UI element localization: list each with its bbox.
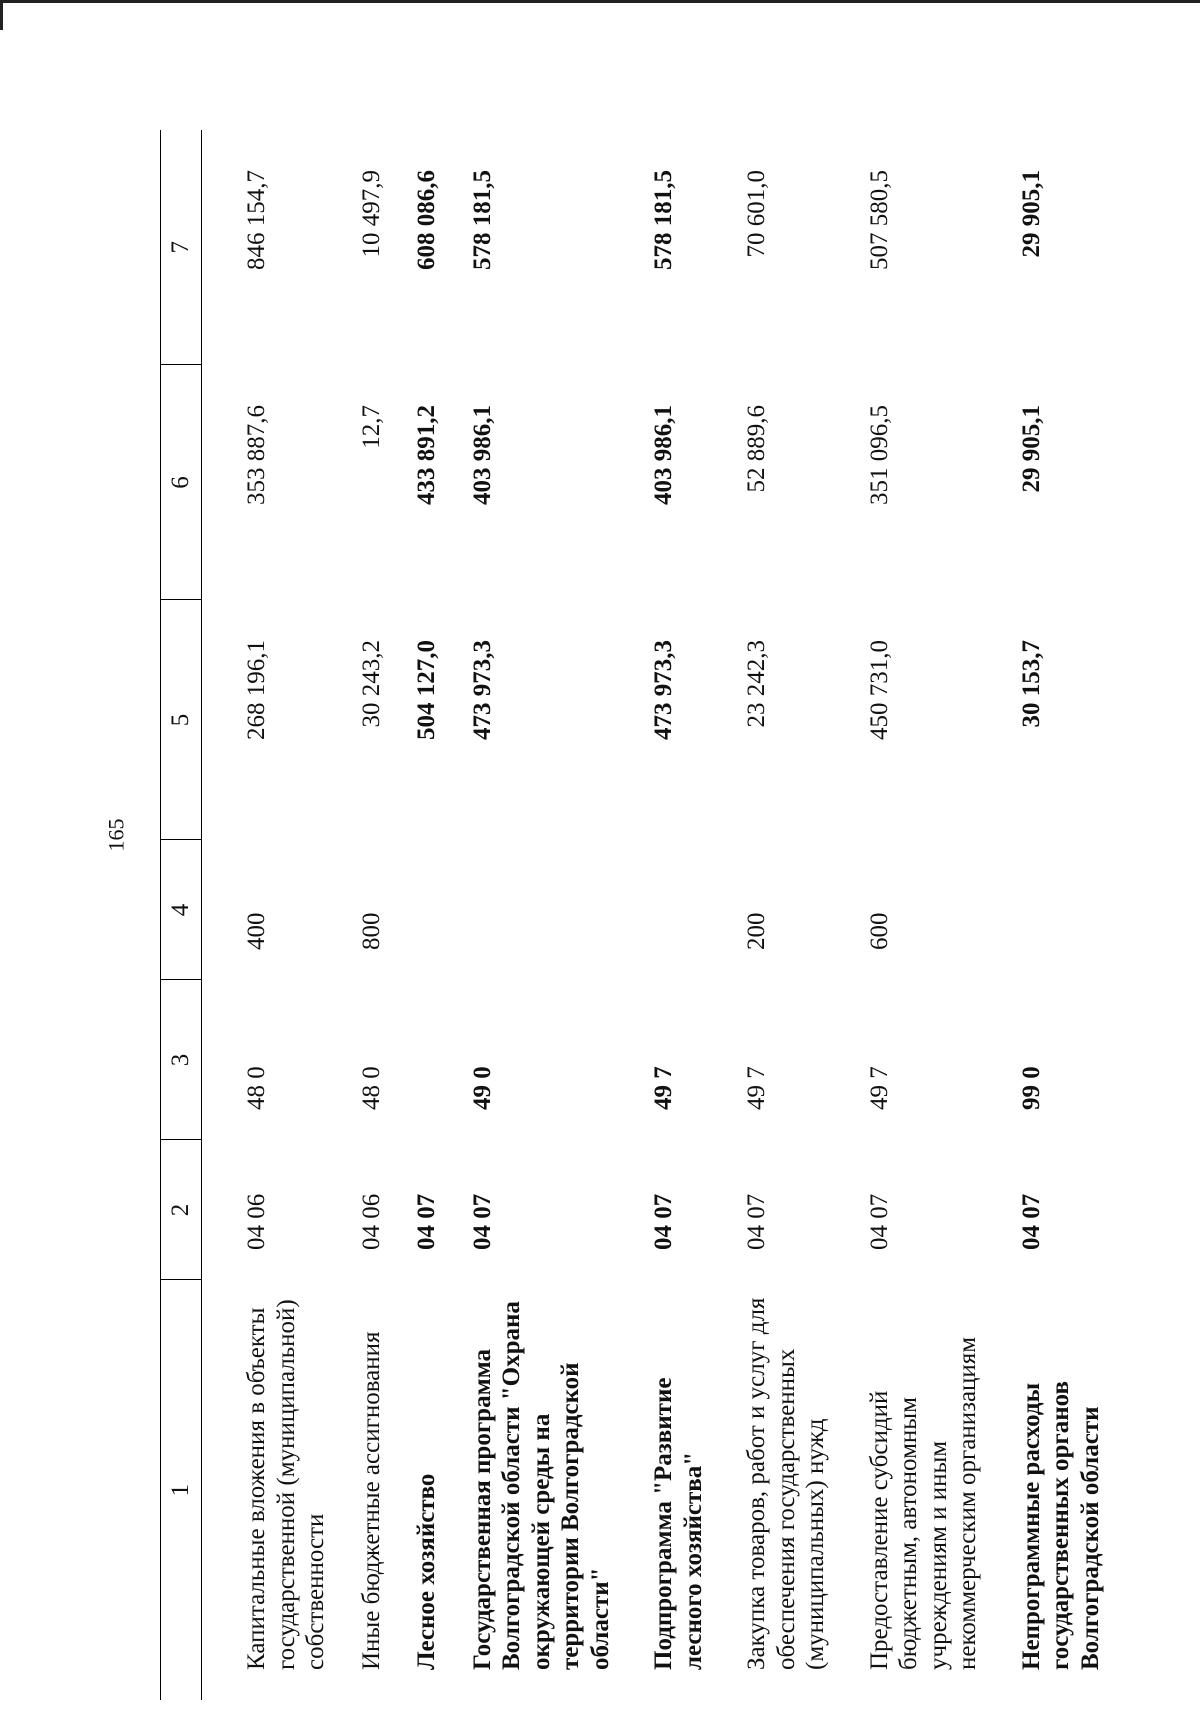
- row-value-6: 353 887,6: [243, 405, 270, 505]
- row-value-7: 608 086,6: [413, 170, 440, 270]
- row-value-7: 846 154,7: [243, 170, 270, 270]
- table-row: [202, 130, 331, 1700]
- row-value-6: 433 891,2: [413, 405, 440, 505]
- row-value-7: 10 497,9: [357, 170, 385, 258]
- row-target-code: 49 0: [468, 1066, 496, 1110]
- row-name: Государственная программа Волгоградской области "Охрана окружающей среды на территории Волгоградской области": [468, 1301, 614, 1670]
- row-section-code: 04 07: [743, 1193, 770, 1250]
- row-value-5: 30 153,7: [1017, 640, 1045, 728]
- column-header-5: 5: [161, 600, 202, 840]
- column-header-1: 1: [161, 1280, 202, 1700]
- table-row: [331, 130, 387, 1700]
- row-section-code: 04 06: [243, 1193, 270, 1250]
- column-header-7: 7: [161, 130, 202, 365]
- row-value-6: 29 905,1: [1017, 405, 1045, 493]
- scan-left-border: [0, 0, 3, 30]
- row-type-code: 600: [865, 912, 893, 950]
- row-section-code: 04 07: [1017, 1193, 1045, 1250]
- budget-table: [160, 130, 1105, 1700]
- row-target-code: 49 7: [650, 1066, 677, 1110]
- row-target-code: 48 0: [357, 1066, 385, 1110]
- row-section-code: 04 06: [357, 1193, 385, 1250]
- row-type-code: [983, 840, 1106, 980]
- table-body: [202, 130, 1106, 1700]
- table-header: [161, 130, 202, 1700]
- row-value-5: 268 196,1: [243, 640, 270, 740]
- row-name: Закупка товаров, работ и услуг для обеспечения государственных (муниципальных) нужд: [743, 1297, 829, 1670]
- table-row: [831, 130, 983, 1700]
- row-value-7: 70 601,0: [743, 170, 770, 258]
- row-name: Предоставление субсидий бюджетным, автономным учреждениям и иным некоммерческим организациям: [865, 1336, 981, 1670]
- row-value-6: 403 986,1: [650, 405, 677, 505]
- row-name: Капитальные вложения в объекты государственной (муниципальной) собственности: [243, 1299, 329, 1670]
- column-header-4: 4: [161, 840, 202, 980]
- row-value-6: 52 889,6: [743, 405, 770, 493]
- row-type-code: [386, 840, 442, 980]
- row-section-code: 04 07: [468, 1193, 496, 1250]
- row-name: Подпрограмма "Развитие лесного хозяйства": [650, 1377, 707, 1670]
- page-number: 165: [103, 818, 129, 852]
- row-value-5: 450 731,0: [865, 640, 893, 740]
- row-type-code: 800: [357, 912, 385, 950]
- row-value-6: 403 986,1: [468, 405, 496, 505]
- row-value-7: 578 181,5: [468, 170, 496, 270]
- row-section-code: 04 07: [413, 1193, 440, 1250]
- column-header-2: 2: [161, 1140, 202, 1280]
- table-row: [442, 130, 616, 1700]
- row-value-6: 12,7: [357, 405, 385, 449]
- header-row: [161, 130, 202, 1700]
- row-type-code: 400: [243, 912, 270, 950]
- row-target-code: [386, 980, 442, 1140]
- row-value-7: 29 905,1: [1017, 170, 1045, 258]
- table-row: [708, 130, 831, 1700]
- row-target-code: 99 0: [1017, 1066, 1045, 1110]
- row-name: Лесное хозяйство: [413, 1473, 440, 1670]
- row-value-5: 504 127,0: [413, 640, 440, 740]
- column-header-6: 6: [161, 365, 202, 600]
- row-target-code: 48 0: [243, 1066, 270, 1110]
- row-value-7: 507 580,5: [865, 170, 893, 270]
- row-value-7: 578 181,5: [650, 170, 677, 270]
- table-row: [386, 130, 442, 1700]
- scan-top-border: [0, 0, 1200, 3]
- row-type-code: [442, 840, 616, 980]
- row-section-code: 04 07: [865, 1193, 893, 1250]
- table-row: [615, 130, 708, 1700]
- row-value-5: 30 243,2: [357, 640, 385, 728]
- row-name: Иные бюджетные ассигнования: [357, 1331, 385, 1670]
- row-value-5: 473 973,3: [650, 640, 677, 740]
- row-type-code: [615, 840, 708, 980]
- row-name: Непрограммные расходы государственных органов Волгоградской области: [1017, 1380, 1104, 1670]
- column-header-3: 3: [161, 980, 202, 1140]
- table-row: [983, 130, 1106, 1700]
- row-target-code: 49 7: [865, 1066, 893, 1110]
- row-target-code: 49 7: [743, 1066, 770, 1110]
- rotated-page-content: [160, 130, 1104, 1700]
- row-value-5: 23 242,3: [743, 640, 770, 728]
- row-value-6: 351 096,5: [865, 405, 893, 505]
- row-section-code: 04 07: [650, 1193, 677, 1250]
- row-type-code: 200: [743, 912, 770, 950]
- row-value-5: 473 973,3: [468, 640, 496, 740]
